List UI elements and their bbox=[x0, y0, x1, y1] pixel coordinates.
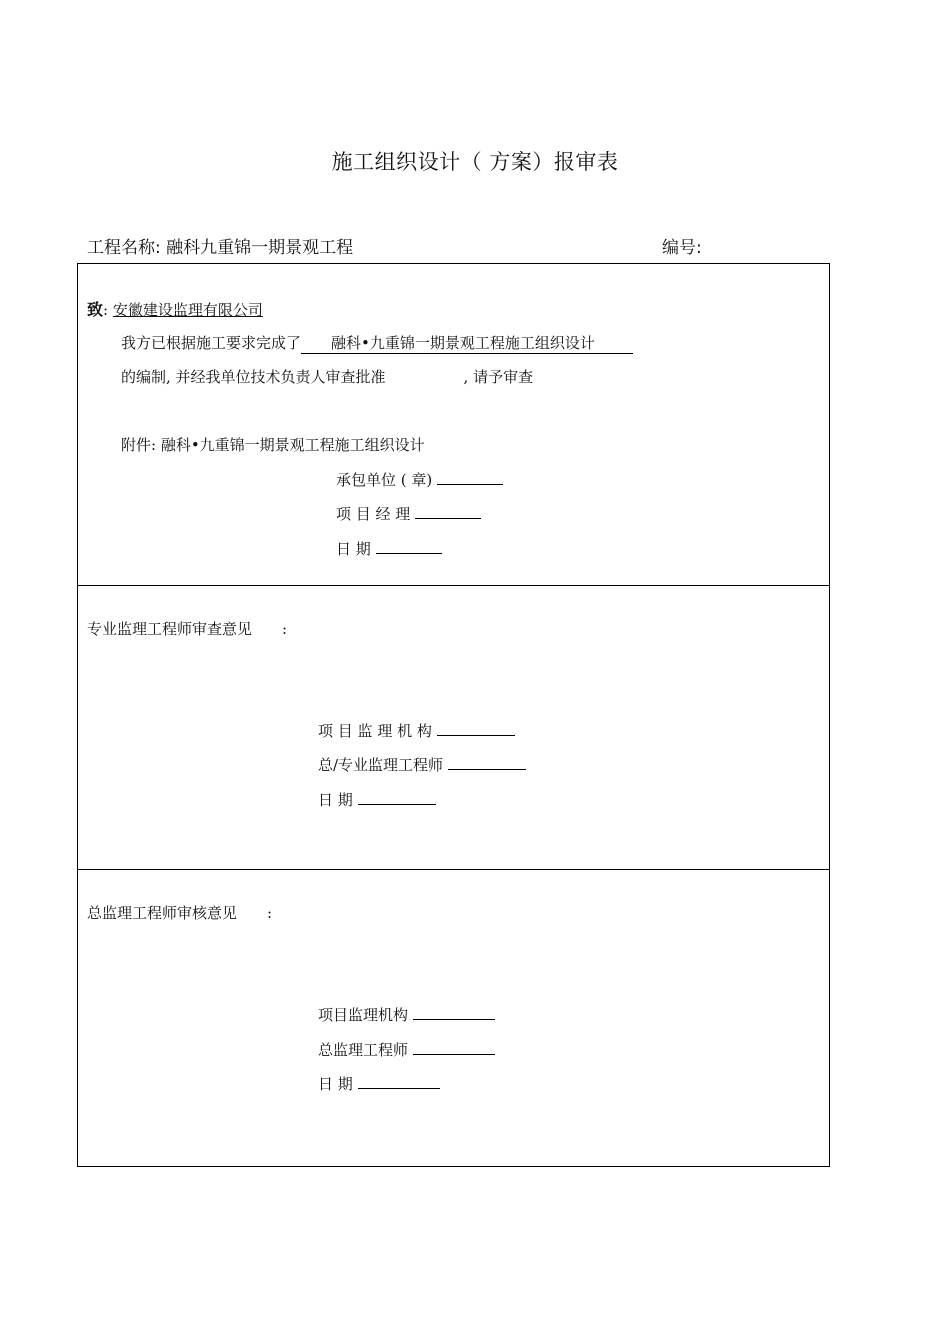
approval-suffix: , 请予审查 bbox=[463, 368, 534, 386]
section1-date bbox=[336, 538, 442, 559]
engineer-signature bbox=[318, 754, 526, 775]
completed-document[interactable]: 融科•九重锦一期景观工程施工组织设计 bbox=[301, 332, 633, 354]
to-label: 致 bbox=[87, 300, 104, 319]
date-label: 日 期 bbox=[336, 540, 371, 558]
date-blank[interactable] bbox=[358, 1087, 440, 1089]
contractor-blank[interactable] bbox=[437, 483, 503, 485]
completion-line bbox=[121, 332, 633, 354]
addressee-line bbox=[87, 297, 263, 320]
manager-blank[interactable] bbox=[415, 517, 481, 519]
contractor-signature bbox=[336, 469, 503, 490]
section-divider-1 bbox=[77, 585, 830, 586]
attachment-line: 附件: 融科•九重锦一期景观工程施工组织设计 bbox=[121, 436, 425, 454]
engineer-blank[interactable] bbox=[448, 768, 526, 770]
engineer-label: 总/专业监理工程师 bbox=[318, 756, 444, 774]
approval-prefix: 的编制, 并经我单位技术负责人审查批准 bbox=[121, 368, 386, 386]
chief-engineer-signature bbox=[318, 1039, 495, 1060]
date-blank[interactable] bbox=[376, 552, 442, 554]
chief-engineer-blank[interactable] bbox=[413, 1053, 495, 1055]
supervision-org-label: 项 目 监 理 机 构 bbox=[318, 722, 432, 740]
serial-number-label: 编号: bbox=[662, 238, 702, 258]
page-title: 施工组织设计（ 方案）报审表 bbox=[331, 150, 619, 174]
approval-line bbox=[121, 366, 533, 387]
form-frame bbox=[77, 263, 830, 1167]
chief-review-heading: 总监理工程师审核意见 : bbox=[87, 904, 273, 922]
section-divider-2 bbox=[77, 869, 830, 870]
chief-org-label: 项目监理机构 bbox=[318, 1006, 409, 1024]
addressee-company: 安徽建设监理有限公司 bbox=[112, 301, 263, 319]
contractor-label: 承包单位 ( 章) bbox=[336, 471, 433, 489]
supervision-org-blank[interactable] bbox=[437, 734, 515, 736]
project-name: 工程名称: 融科九重锦一期景观工程 bbox=[87, 238, 354, 258]
supervision-org-signature bbox=[318, 720, 515, 741]
date-blank[interactable] bbox=[358, 803, 436, 805]
specialist-review-heading: 专业监理工程师审查意见 : bbox=[87, 620, 288, 638]
chief-engineer-label: 总监理工程师 bbox=[318, 1041, 409, 1059]
completion-prefix: 我方已根据施工要求完成了 bbox=[121, 334, 302, 352]
manager-signature bbox=[336, 503, 481, 524]
date-label: 日 期 bbox=[318, 791, 353, 809]
to-separator: : bbox=[103, 301, 109, 319]
chief-org-blank[interactable] bbox=[413, 1018, 495, 1020]
manager-label: 项 目 经 理 bbox=[336, 505, 411, 523]
date-label: 日 期 bbox=[318, 1075, 353, 1093]
chief-org-signature bbox=[318, 1004, 495, 1025]
section3-date bbox=[318, 1073, 440, 1094]
section2-date bbox=[318, 789, 436, 810]
